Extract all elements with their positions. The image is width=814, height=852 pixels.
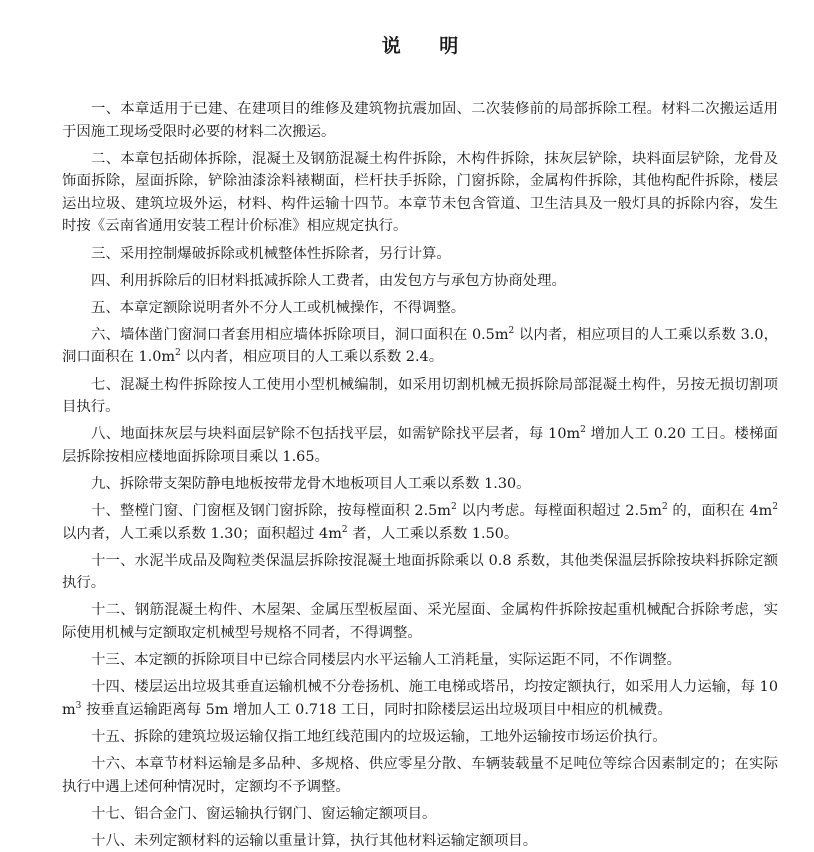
unit-exponent: 2 [341,524,348,535]
clause-text: 增加人工 0.20 工日。楼梯面层拆除按相应楼地面拆除项目乘以 1.65。 [62,426,778,465]
page-title: 说 明 [381,35,475,57]
clause-paragraph [62,374,778,419]
clause-text: 三、采用控制爆破拆除或机械整体性拆除者，另行计算。 [91,245,451,262]
clause-text: 以内者，人工乘以系数 1.30；面积超过 4m [62,525,342,542]
clause-paragraph [62,726,778,749]
clause-text: 十一、水泥半成品及陶粒类保温层拆除按混凝土地面拆除乘以 0.8 系数，其他类保温层拆除按块料拆除定额执行。 [62,552,778,592]
clause-paragraph [62,753,778,798]
clause-text: 的，面积在 4m [667,503,773,519]
clause-paragraph [62,270,778,293]
clause-text: 者，人工乘以系数 1.50。 [347,525,519,542]
clause-paragraph [62,243,778,266]
clause-text: 十四、楼层运出垃圾其垂直运输机械不分卷扬机、施工电梯或塔吊，均按定额执行，如采用人力运输，每 10m [62,679,778,718]
clause-text: 六、墙体凿门窗洞口者套用相应墙体拆除项目，洞口面积在 0.5m [91,326,509,343]
clause-text: 八、地面抹灰层与块料面层铲除不包括找平层，如需铲除找平层者，每 10m [91,426,581,443]
clause-text: 四、利用拆除后的旧材料抵减拆除人工费者，由发包方与承包方协商处理。 [91,272,566,289]
clause-paragraph [62,297,778,320]
clause-text: 一、本章适用于已建、在建项目的维修及建筑物抗震加固、二次装修前的局部拆除工程。材料二次搬运适用于因施工现场受限时必要的材料二次搬运。 [62,101,778,140]
clause-paragraph [62,324,778,369]
clause-text: 五、本章定额除说明者外不分人工或机械操作，不得调整。 [91,299,466,316]
clause-text: 十三、本定额的拆除项目中已综合同楼层内水平运输人工消耗量，实际运距不同，不作调整。 [91,652,682,669]
clause-text: 十七、铝合金门、窗运输执行钢门、窗运输定额项目。 [91,805,437,822]
unit-exponent: 3 [75,700,82,711]
document-body [62,98,778,852]
unit-exponent: 2 [772,502,778,513]
clause-paragraph [62,649,778,672]
unit-exponent: 2 [175,348,181,359]
clause-text: 七、混凝土构件拆除按人工使用小型机械编制，如采用切割机械无损拆除局部混凝土构件，另按无损切割项目执行。 [62,376,778,416]
clause-text: 按垂直运输距离每 5m 增加人工 0.718 工日，同时扣除楼层运出垃圾项目中相应的机械费。 [81,701,672,718]
clause-paragraph [62,500,778,545]
clause-text: 十二、钢筋混凝土构件、木屋架、金属压型板屋面、采光屋面、金属构件拆除按起重机械配合拆除考虑，实际使用机械与定额取定机械型号规格不同者，不得调整。 [62,602,778,641]
clause-text: 以内考虑。每樘面积超过 2.5m [456,503,662,519]
clause-text: 十五、拆除的建筑垃圾运输仅指工地红线范围内的垃圾运输，工地外运输按市场运价执行。 [91,728,667,745]
unit-exponent: 2 [580,425,586,436]
clause-paragraph [62,98,778,143]
clause-paragraph [62,599,778,644]
clause-paragraph [62,423,778,468]
clause-paragraph [62,803,778,826]
unit-exponent: 2 [661,502,668,513]
clause-paragraph [62,148,778,238]
clause-text: 十八、未列定额材料的运输以重量计算，执行其他材料运输定额项目。 [91,832,538,849]
clause-text: 十六、本章节材料运输是多品种、多规格、供应零星分散、车辆装载量不足吨位等综合因素制定的；在实际执行中遇上述何种情况时，定额均不予调整。 [62,755,778,795]
clause-text: 以内者，相应项目的人工乘以系数 3.0，洞口面积在 1.0m [62,326,779,366]
clause-paragraph [62,550,778,595]
unit-exponent: 2 [508,326,515,337]
clause-paragraph [62,473,778,496]
clause-text: 以内者，相应项目的人工乘以系数 2.4。 [180,349,444,366]
clause-text: 二、本章包括砌体拆除，混凝土及钢筋混凝土构件拆除，木构件拆除，抹灰层铲除，块料面层铲除，龙骨及饰面拆除，屋面拆除，铲除油漆涂料裱糊面，栏杆扶手拆除，门窗拆除，金属构件拆除，其他构配件拆除，楼层运出垃圾、建筑垃圾外运，材料、构件运输十四节。本章节未包含管道、卫生洁具及一般灯具的拆除内容，发生时按《云南省通用安装工程计价标准》相应规定执行。 [62,150,778,235]
unit-exponent: 2 [450,502,457,513]
clause-text: 十、整樘门窗、门窗框及钢门窗拆除，按每樘面积 2.5m [91,503,451,519]
clause-paragraph [62,676,778,721]
clause-text: 九、拆除带支架防静电地板按带龙骨木地板项目人工乘以系数 1.30。 [91,475,531,492]
clause-paragraph [62,830,778,852]
